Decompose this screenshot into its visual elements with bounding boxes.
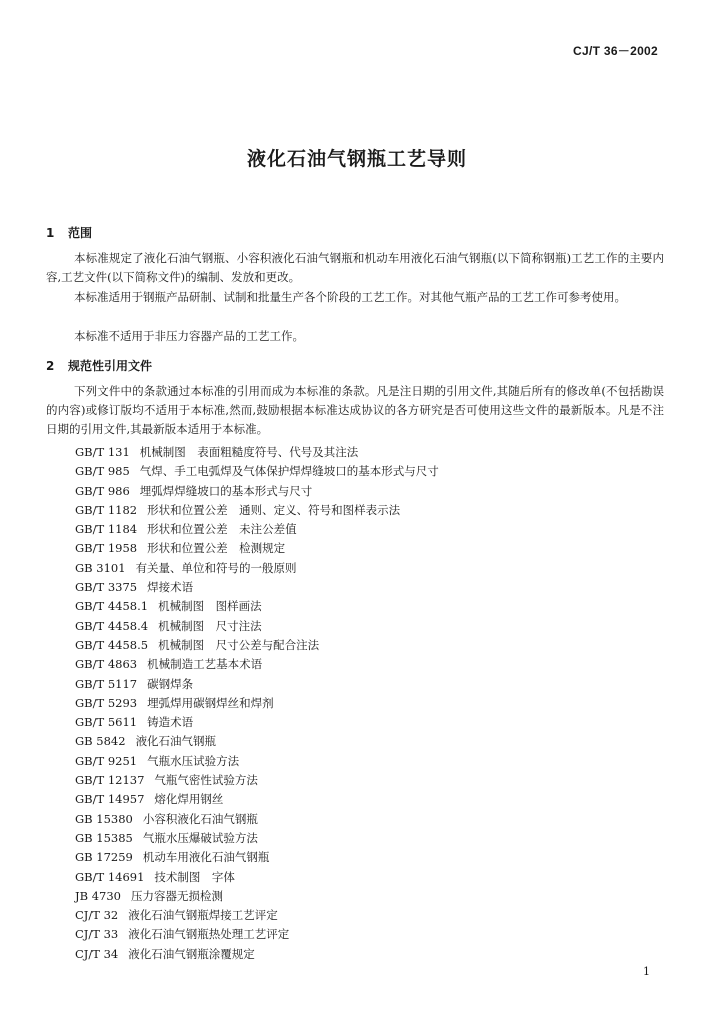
reference-code: GB/T 5117 [75, 676, 138, 691]
reference-title: 碳钢焊条 [147, 676, 194, 691]
reference-title: 有关量、单位和符号的一般原则 [135, 560, 297, 575]
reference-title: 机械制图 图样画法 [158, 599, 262, 614]
reference-code: GB/T 1184 [75, 522, 138, 537]
reference-item [75, 925, 439, 944]
reference-code: CJ/T 34 [75, 946, 119, 961]
reference-code: JB 4730 [75, 888, 121, 903]
reference-item [75, 945, 439, 964]
reference-code: GB/T 14691 [75, 869, 145, 884]
standard-code: CJ/T 36－2002 [573, 44, 658, 58]
document-title: 液化石油气钢瓶工艺导则 [246, 148, 467, 170]
reference-title: 埋弧焊焊缝坡口的基本形式与尺寸 [139, 483, 313, 498]
reference-title: 液化石油气钢瓶涂覆规定 [128, 946, 255, 961]
reference-title: 机械制图 表面粗糙度符号、代号及其注法 [139, 445, 359, 459]
reference-title: 形状和位置公差 通则、定义、符号和图样表示法 [147, 502, 401, 517]
reference-item [75, 829, 439, 848]
reference-title: 机械制造工艺基本术语 [147, 657, 263, 672]
reference-item [75, 868, 439, 887]
reference-title: 气瓶气密性试验方法 [154, 773, 258, 788]
reference-title: 形状和位置公差 未注公差值 [147, 522, 297, 537]
section-number: 1 [46, 226, 55, 240]
reference-title: 压力容器无损检测 [130, 888, 223, 903]
reference-code: CJ/T 33 [75, 927, 119, 942]
reference-item [75, 539, 439, 558]
reference-title: 液化石油气钢瓶 [135, 734, 217, 749]
reference-code: GB/T 12137 [75, 773, 145, 788]
reference-title: 气瓶水压爆破试验方法 [142, 830, 258, 845]
reference-code: GB/T 985 [75, 464, 130, 479]
reference-title: 熔化焊用钢丝 [154, 792, 224, 807]
reference-code: GB/T 3375 [75, 580, 138, 595]
reference-code: GB/T 1958 [75, 541, 138, 556]
reference-code: GB 5842 [75, 734, 126, 749]
reference-code: GB/T 5293 [75, 695, 138, 710]
reference-code: GB/T 986 [75, 483, 130, 498]
reference-code: GB/T 4458.5 [75, 637, 149, 652]
reference-item [75, 752, 439, 771]
reference-title: 焊接术语 [147, 580, 194, 595]
reference-code: GB/T 131 [75, 445, 130, 459]
reference-code: GB/T 9251 [75, 753, 138, 768]
section-heading-references [46, 357, 152, 374]
reference-item [75, 655, 439, 674]
reference-code: GB/T 1182 [75, 502, 138, 517]
reference-code: GB 15380 [75, 811, 133, 826]
reference-code: GB 15385 [75, 830, 133, 845]
reference-title: 气焊、手工电弧焊及气体保护焊焊缝坡口的基本形式与尺寸 [139, 464, 439, 479]
section-heading-scope [46, 224, 92, 241]
reference-title: 铸造术语 [147, 715, 194, 730]
reference-item [75, 636, 439, 655]
reference-item [75, 771, 439, 790]
reference-title: 埋弧焊用碳钢焊丝和焊剂 [147, 695, 274, 710]
reference-code: GB 3101 [75, 560, 126, 575]
reference-title: 机械制图 尺寸注法 [158, 618, 262, 633]
scope-paragraph-2: 本标准适用于钢瓶产品研制、试制和批量生产各个阶段的工艺工作。对其他气瓶产品的工艺工作可参考使用。 [74, 290, 626, 304]
reference-title: 液化石油气钢瓶焊接工艺评定 [128, 908, 278, 923]
reference-item [75, 790, 439, 809]
page-number: 1 [643, 965, 650, 978]
reference-item [75, 713, 439, 732]
reference-title: 技术制图 字体 [154, 869, 235, 884]
reference-item [75, 732, 439, 751]
reference-code: GB/T 5611 [75, 715, 138, 730]
section-title: 规范性引用文件 [68, 359, 153, 373]
reference-item [75, 597, 439, 616]
reference-code: GB/T 4458.4 [75, 618, 149, 633]
reference-item [75, 848, 439, 867]
section-title: 范围 [68, 226, 93, 240]
reference-item [75, 520, 439, 539]
reference-title: 液化石油气钢瓶热处理工艺评定 [128, 927, 290, 942]
reference-code: GB/T 4863 [75, 657, 138, 672]
reference-title: 机动车用液化石油气钢瓶 [142, 850, 270, 865]
reference-list [75, 443, 439, 964]
reference-item [75, 810, 439, 829]
section-number: 2 [46, 359, 55, 373]
reference-code: GB/T 4458.1 [75, 599, 149, 614]
reference-item [75, 559, 439, 578]
reference-item [75, 887, 439, 906]
references-intro-paragraph: 下列文件中的条款通过本标准的引用而成为本标准的条款。凡是注日期的引用文件,其随后所有的修改单(不包括勘误的内容)或修订版均不适用于本标准,然而,鼓励根据本标准达成协议的各方研究是否可使用这些文件的最新版本。凡是不注日期的引用文件,其最新版本适用于本标准。 [46, 384, 664, 436]
reference-item [75, 482, 439, 501]
reference-item [75, 906, 439, 925]
scope-paragraph-3: 本标准不适用于非压力容器产品的工艺工作。 [74, 329, 304, 343]
reference-item [75, 462, 439, 481]
reference-item [75, 501, 439, 520]
reference-item [75, 675, 439, 694]
reference-title: 小容积液化石油气钢瓶 [142, 811, 258, 826]
reference-item [75, 578, 439, 597]
reference-code: CJ/T 32 [75, 908, 119, 923]
reference-title: 气瓶水压试验方法 [147, 753, 240, 768]
reference-title: 形状和位置公差 检测规定 [147, 541, 286, 556]
reference-code: GB/T 14957 [75, 792, 145, 807]
reference-item [75, 617, 439, 636]
scope-paragraph-1: 本标准规定了液化石油气钢瓶、小容积液化石油气钢瓶和机动车用液化石油气钢瓶(以下简称钢瓶)工艺工作的主要内容,工艺文件(以下简称文件)的编制、发放和更改。 [46, 251, 664, 284]
reference-code: GB 17259 [75, 850, 133, 865]
reference-title: 机械制图 尺寸公差与配合注法 [158, 637, 320, 652]
reference-item [75, 694, 439, 713]
reference-item [75, 443, 439, 462]
